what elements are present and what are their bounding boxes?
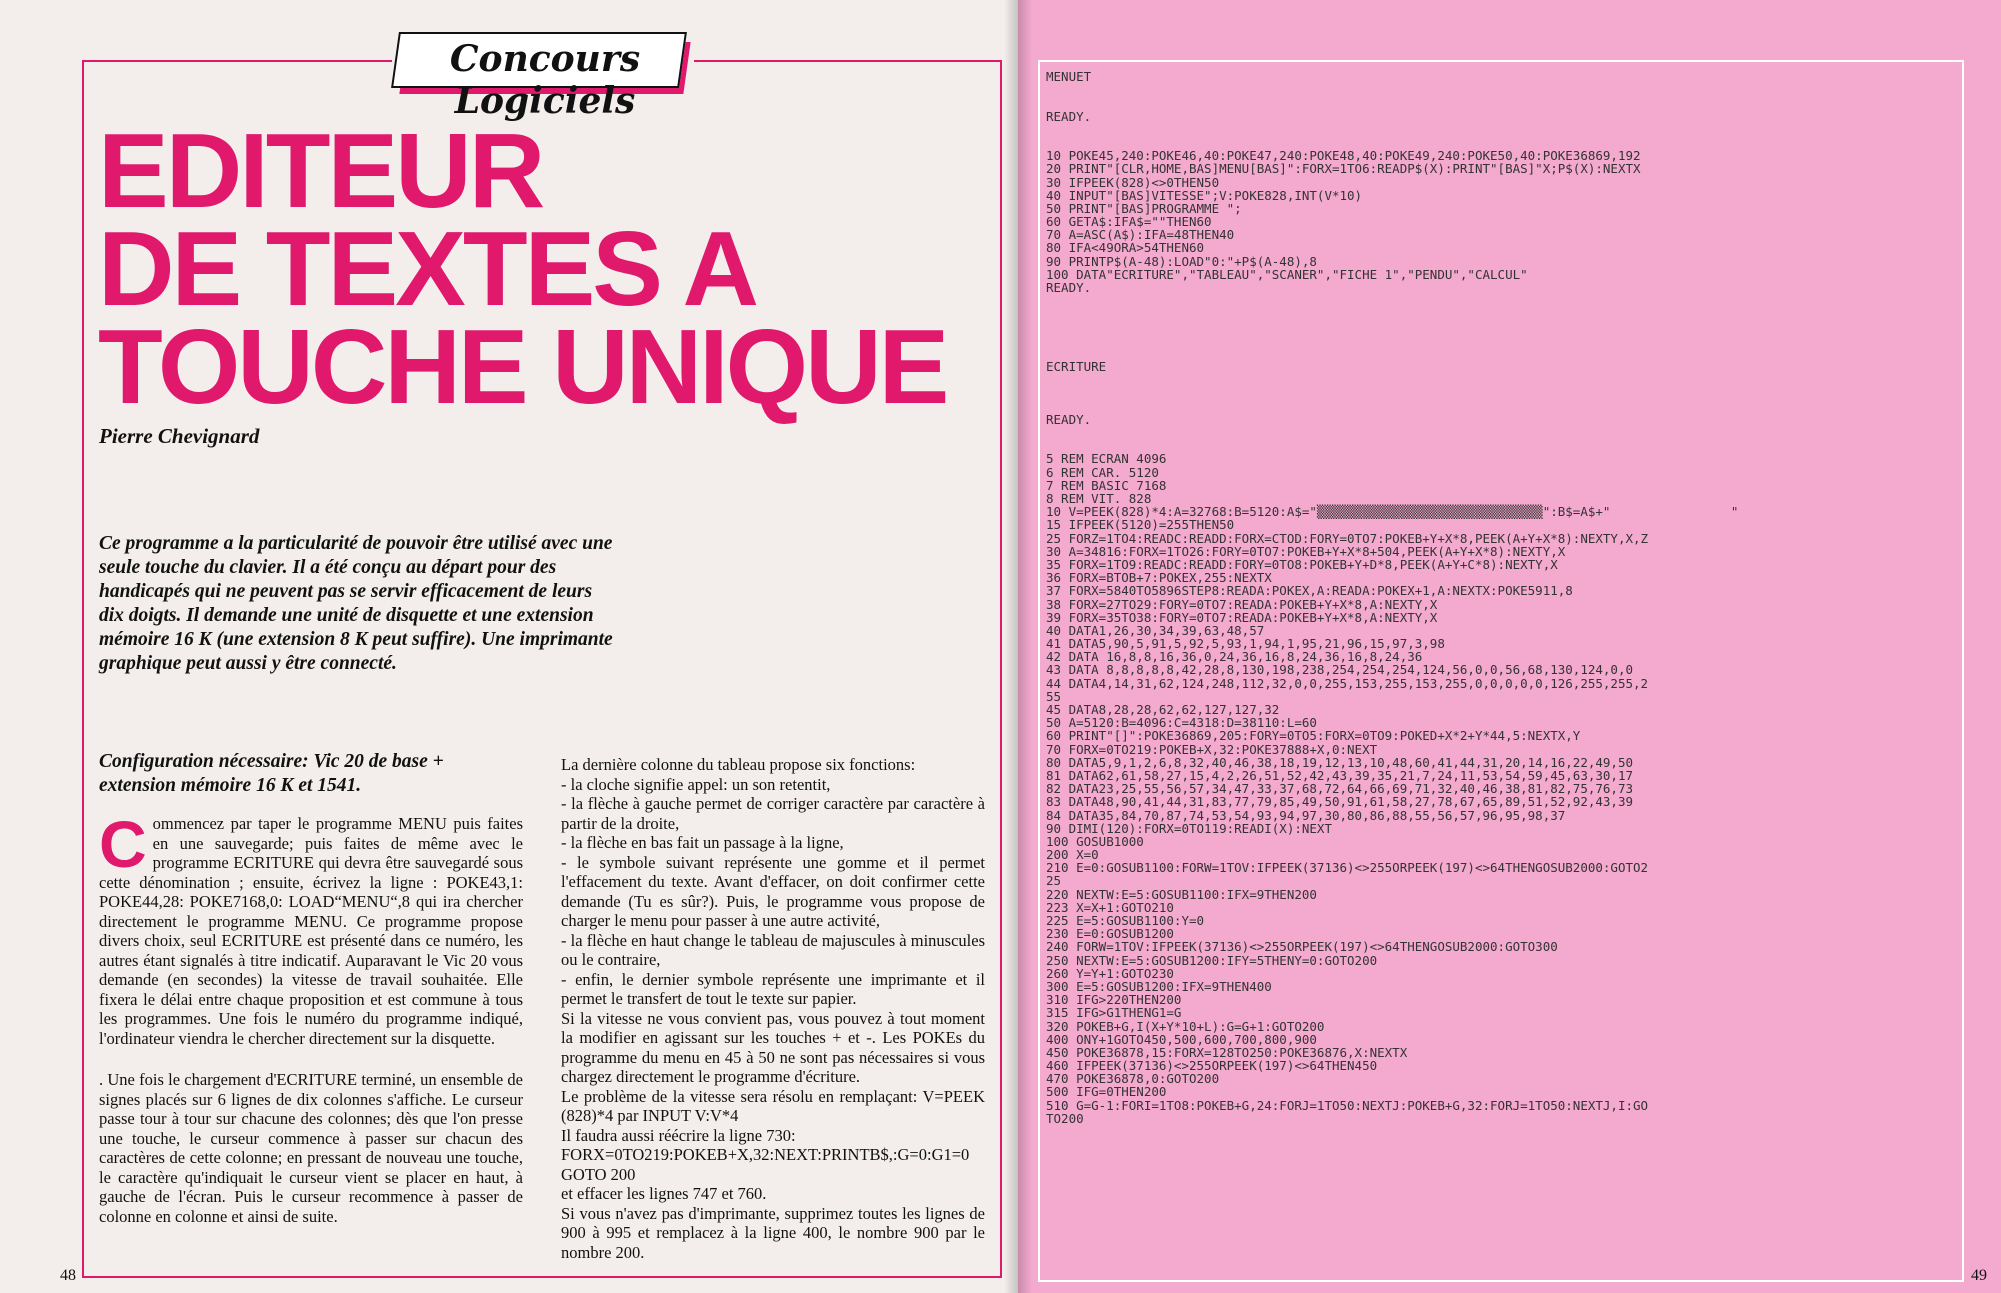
listing-line: 50 PRINT"[BAS]PROGRAMME "; xyxy=(1046,200,1242,216)
listing-line: 70 FORX=0TO219:POKEB+X,32:POKE37888+X,0:NEXT xyxy=(1046,741,1378,757)
listing-line: 90 DIMI(120):FORX=0TO119:READI(X):NEXT xyxy=(1046,820,1332,836)
program-listing xyxy=(1046,70,1956,1270)
headline-line-3: TOUCHE UNIQUE xyxy=(98,308,947,426)
listing-line: 90 PRINTP$(A-48):LOAD"0:"+P$(A-48),8 xyxy=(1046,253,1317,269)
column-line: - le symbole suivant représente une gomme et il permet l'effacement du texte. Avant d'effacer, on doit confirmer cette demande (Tu es sûr?). Puis, le programme vous propose de charger le menu pour passer à une autre activité, xyxy=(561,852,985,930)
listing-line: 82 DATA23,25,55,56,57,34,47,33,37,68,72,64,66,69,71,32,40,46,38,81,82,75,76,73 xyxy=(1046,781,1633,797)
listing-line: ECRITURE xyxy=(1046,359,1107,375)
listing-line: 83 DATA48,90,41,44,31,83,77,79,85,49,50,91,61,58,27,78,67,65,89,51,52,92,43,39 xyxy=(1046,794,1633,810)
listing-line xyxy=(1046,307,1956,320)
listing-line: 25 FORZ=1TO4:READC:READD:FORX=CTOD:FORY=0TO7:POKEB+Y+X*8,PEEK(A+Y+X*8):NEXTY,X,Z xyxy=(1046,530,1649,546)
listing-line: READY. xyxy=(1046,411,1092,427)
listing-line: 40 INPUT"[BAS]VITESSE";V:POKE828,INT(V*10) xyxy=(1046,187,1363,203)
article-headline xyxy=(98,112,998,426)
headline-line-1: EDITEUR xyxy=(98,112,543,230)
listing-line: 42 DATA 16,8,8,16,36,0,24,36,16,8,24,36,16,8,24,36 xyxy=(1046,649,1423,665)
listing-line: 60 PRINT"[]":POKE36869,205:FORY=0TO5:FORX=0TO9:POKED+X*2+Y*44,5:NEXTX,Y xyxy=(1046,728,1581,744)
frame-top-rule-right xyxy=(694,60,1000,62)
listing-line: 500 IFG=0THEN200 xyxy=(1046,1084,1167,1100)
section-banner xyxy=(395,26,695,122)
page-number-right: 49 xyxy=(1971,1267,1987,1284)
listing-line: 20 PRINT"[CLR,HOME,BAS]MENU[BAS]":FORX=1TO6:READP$(X):PRINT"[BAS]"X;P$(X):NEXTX xyxy=(1046,161,1641,177)
column-line: - enfin, le dernier symbole représente une imprimante et il permet le transfert de tout le texte sur papier. xyxy=(561,969,985,1008)
column-line: - la flèche en bas fait un passage à la ligne, xyxy=(561,833,844,852)
listing-line: 315 IFG>G1THENG1=G xyxy=(1046,1005,1182,1021)
listing-line xyxy=(1046,83,1956,96)
listing-line: 41 DATA5,90,5,91,5,92,5,93,1,94,1,95,21,96,15,97,3,98 xyxy=(1046,636,1445,652)
listing-line: 80 IFA<49ORA>54THEN60 xyxy=(1046,240,1205,256)
listing-line: 8 REM VIT. 828 xyxy=(1046,491,1152,506)
listing-line: READY. xyxy=(1046,108,1092,124)
listing-line: 6 REM CAR. 5120 xyxy=(1046,464,1159,480)
listing-line: 30 A=34816:FORX=1TO26:FORY=0TO7:POKEB+Y+X*8+504,PEEK(A+Y+X*8):NEXTY,X xyxy=(1046,543,1566,559)
headline-line-2: DE TEXTES A xyxy=(98,210,757,328)
column-line: La dernière colonne du tableau propose six fonctions: xyxy=(561,755,916,774)
column-line: FORX=0TO219:POKEB+X,32:NEXT:PRINTB$,:G=0:G1=0 GOTO 200 xyxy=(561,1145,970,1184)
listing-line: 60 GETA$:IFA$=""THEN60 xyxy=(1046,214,1212,230)
listing-line: 10 V=PEEK(828)*4:A=32768:B=5120:A$="▒▒▒▒▒▒▒▒▒▒▒▒▒▒▒▒▒▒▒▒▒▒▒▒▒▒▒▒▒▒":B$=A$+" " xyxy=(1046,504,1739,520)
listing-line: 450 POKE36878,15:FORX=128TO250:POKE36876,X:NEXTX xyxy=(1046,1044,1408,1060)
listing-line: 260 Y=Y+1:GOTO230 xyxy=(1046,965,1174,981)
listing-line: READY. xyxy=(1046,280,1092,295)
listing-line: 43 DATA 8,8,8,8,8,42,28,8,130,198,238,254,254,254,124,56,0,0,56,68,130,124,0,0 xyxy=(1046,662,1633,678)
listing-line: 510 G=G-1:FORI=1TO8:POKEB+G,24:FORJ=1TO50:NEXTJ:POKEB+G,32:FORJ=1TO50:NEXTJ,I:GO xyxy=(1046,1097,1649,1113)
listing-line: 310 IFG>220THEN200 xyxy=(1046,992,1182,1008)
article-intro: Ce programme a la particularité de pouvoir être utilisé avec une seule touche du clavier. Il a été conçu au départ pour des handicapés qui ne peuvent pas se servir efficacement de leurs dix doigts. Il demande une unité de disquette et une extension mémoire 16 K (une extension 8 K peut suffire). Une imprimante graphique peut aussi y être connecté. xyxy=(99,533,613,674)
listing-line: 240 FORW=1TOV:IFPEEK(37136)<>255ORPEEK(197)<>64THENGOSUB2000:GOTO300 xyxy=(1046,939,1558,955)
listing-line xyxy=(1046,347,1956,360)
column-line: Si vous n'avez pas d'imprimante, supprimez toutes les lignes de 900 à 995 et remplacez à la ligne 400, le nombre 900 par le nombre 200. xyxy=(561,1203,985,1262)
listing-line: 37 FORX=5840TO5896STEP8:READA:POKEX,A:READA:POKEX+1,A:NEXTX:POKE5911,8 xyxy=(1046,583,1573,599)
page-number-left: 48 xyxy=(60,1267,76,1284)
listing-line: 100 GOSUB1000 xyxy=(1046,833,1144,849)
body-paragraph: . Une fois le chargement d'ECRITURE terminé, un ensemble de signes placés sur 6 lignes de dix colonnes s'affiche. Le curseur passe tour à tour sur chacune des colonnes; dès que l'on presse une touche, le curseur commence à passer sur chacun des caractères de cette colonne; en pressant de nouveau une touche, le caractère qu'indiquait le curseur vient se placer en haut, à gauche de l'écran. Puis le curseur recommence à passer de colonne en colonne et ainsi de suite. xyxy=(99,1070,523,1226)
listing-line: 250 NEXTW:E=5:GOSUB1200:IFY=5THENY=0:GOTO200 xyxy=(1046,952,1378,968)
listing-line: 15 IFPEEK(5120)=255THEN50 xyxy=(1046,517,1235,533)
listing-line: 100 DATA"ECRITURE","TABLEAU","SCANER","FICHE 1","PENDU","CALCUL" xyxy=(1046,266,1528,282)
listing-line xyxy=(1046,400,1956,413)
listing-line xyxy=(1046,334,1956,347)
drop-cap: C xyxy=(99,807,147,881)
listing-line: 10 POKE45,240:POKE46,40:POKE47,240:POKE48,40:POKE49,240:POKE50,40:POKE36869,192 xyxy=(1046,148,1641,164)
listing-line: 7 REM BASIC 7168 xyxy=(1046,477,1167,493)
configuration-note: Configuration nécessaire: Vic 20 de base + extension mémoire 16 K et 1541. xyxy=(99,751,444,796)
listing-line xyxy=(1046,373,1956,386)
column-line: - la cloche signifie appel: un son retentit, xyxy=(561,774,831,794)
author-byline: Pierre Chevignard xyxy=(99,424,260,448)
listing-line: 5 REM ECRAN 4096 xyxy=(1046,451,1167,467)
listing-line: 230 E=0:GOSUB1200 xyxy=(1046,926,1174,942)
listing-line: 225 E=5:GOSUB1100:Y=0 xyxy=(1046,913,1205,928)
section-banner-text: Concours Logiciels xyxy=(449,38,641,122)
listing-line: 84 DATA35,84,70,87,74,53,54,93,94,97,30,80,86,88,55,56,57,96,95,98,37 xyxy=(1046,807,1566,823)
listing-line: 45 DATA8,28,28,62,62,127,127,32 xyxy=(1046,702,1280,717)
column-line: Si la vitesse ne vous convient pas, vous pouvez à tout moment la modifier en agissant sur les touches + et -. Les POKEs du programme du menu en 45 à 50 ne sont pas nécessaires si vous chargez directement le programme d'écriture. xyxy=(561,1008,985,1086)
listing-line: MENUET xyxy=(1046,70,1092,84)
listing-line: 30 IFPEEK(828)<>0THEN50 xyxy=(1046,174,1220,190)
listing-line: 470 POKE36878,0:GOTO200 xyxy=(1046,1071,1220,1087)
page-gutter xyxy=(1004,0,1032,1293)
listing-line: 200 X=0 xyxy=(1046,847,1099,863)
paragraph-text: ommencez par taper le programme MENU puis faites en une sauvegarde; puis faites de même avec le programme ECRITURE qui devra être sauvegardé sous cette dénomination ; ensuite, écrivez la ligne : POKE43,1: POKE44,28: POKE7168,0: LOAD“MENU“,8 qui ira chercher directement le programme MENU. Ce programme propose divers choix, seul ECRITURE est présenté dans ce numéro, les autres étant signalés à titre indicatif. Auparavant le Vic 20 vous demande (en secondes) la vitesse de travail souhaitée. Elle fixera le délai entre chaque proposition et est commune à tous les programmes. Une fois le numéro du programme indiqué, l'ordinateur viendra le chercher directement sur la disquette. xyxy=(99,814,523,1048)
listing-line xyxy=(1046,439,1956,452)
listing-line: 44 DATA4,14,31,62,124,248,112,32,0,0,255,153,255,153,255,0,0,0,0,0,126,255,255,2 xyxy=(1046,675,1649,691)
listing-line: 55 xyxy=(1046,688,1062,704)
listing-line: 81 DATA62,61,58,27,15,4,2,26,51,52,42,43,39,35,21,7,24,11,53,54,59,45,63,30,17 xyxy=(1046,767,1633,783)
body-column-2 xyxy=(561,755,985,1262)
listing-line: 50 A=5120:B=4096:C=4318:D=38110:L=60 xyxy=(1046,715,1317,731)
body-column-1 xyxy=(99,807,523,1226)
listing-line: 39 FORX=35TO38:FORY=0TO7:READA:POKEB+Y+X*8,A:NEXTY,X xyxy=(1046,609,1438,625)
body-paragraph xyxy=(99,807,523,1048)
listing-line: 70 A=ASC(A$):IFA=48THEN40 xyxy=(1046,227,1235,243)
listing-line xyxy=(1046,294,1956,307)
listing-line: 210 E=0:GOSUB1100:FORW=1TOV:IFPEEK(37136)<>255ORPEEK(197)<>64THENGOSUB2000:GOTO2 xyxy=(1046,860,1649,876)
listing-line: 25 xyxy=(1046,873,1062,889)
listing-line xyxy=(1046,96,1956,109)
column-line: Le problème de la vitesse sera résolu en remplaçant: V=PEEK (828)*4 par INPUT V:V*4 xyxy=(561,1086,985,1125)
listing-line xyxy=(1046,426,1956,439)
listing-line: TO200 xyxy=(1046,1110,1084,1126)
listing-line xyxy=(1046,387,1956,400)
listing-line: 36 FORX=BTOB+7:POKEX,255:NEXTX xyxy=(1046,570,1272,586)
listing-line: 40 DATA1,26,30,34,39,63,48,57 xyxy=(1046,622,1265,638)
column-line: - la flèche à gauche permet de corriger caractère par caractère à partir de la droite, xyxy=(561,794,985,833)
listing-line: 80 DATA5,9,1,2,6,8,32,40,46,38,18,19,12,13,10,48,60,41,44,31,20,14,16,22,49,50 xyxy=(1046,754,1633,770)
listing-line xyxy=(1046,123,1956,136)
listing-line: 460 IFPEEK(37136)<>255ORPEEK(197)<>64THEN450 xyxy=(1046,1058,1378,1074)
frame-top-rule-left xyxy=(82,60,392,62)
column-line: Il faudra aussi réécrire la ligne 730: xyxy=(561,1125,796,1145)
listing-line: 220 NEXTW:E=5:GOSUB1100:IFX=9THEN200 xyxy=(1046,886,1317,902)
listing-line: 38 FORX=27TO29:FORY=0TO7:READA:POKEB+Y+X*8,A:NEXTY,X xyxy=(1046,596,1438,612)
column-line: et effacer les lignes 747 et 760. xyxy=(561,1184,767,1203)
listing-line: 320 POKEB+G,I(X+Y*10+L):G=G+1:GOTO200 xyxy=(1046,1018,1325,1034)
listing-line: 300 E=5:GOSUB1200:IFX=9THEN400 xyxy=(1046,978,1272,994)
listing-line: 223 X=X+1:GOTO210 xyxy=(1046,899,1174,915)
listing-line: 35 FORX=1TO9:READC:READD:FORY=0TO8:POKEB+Y+D*8,PEEK(A+Y+C*8):NEXTY,X xyxy=(1046,556,1558,572)
column-line: - la flèche en haut change le tableau de majuscules à minuscules ou le contraire, xyxy=(561,930,985,969)
listing-line xyxy=(1046,321,1956,334)
listing-line: 400 ONY+1GOTO450,500,600,700,800,900 xyxy=(1046,1031,1317,1047)
